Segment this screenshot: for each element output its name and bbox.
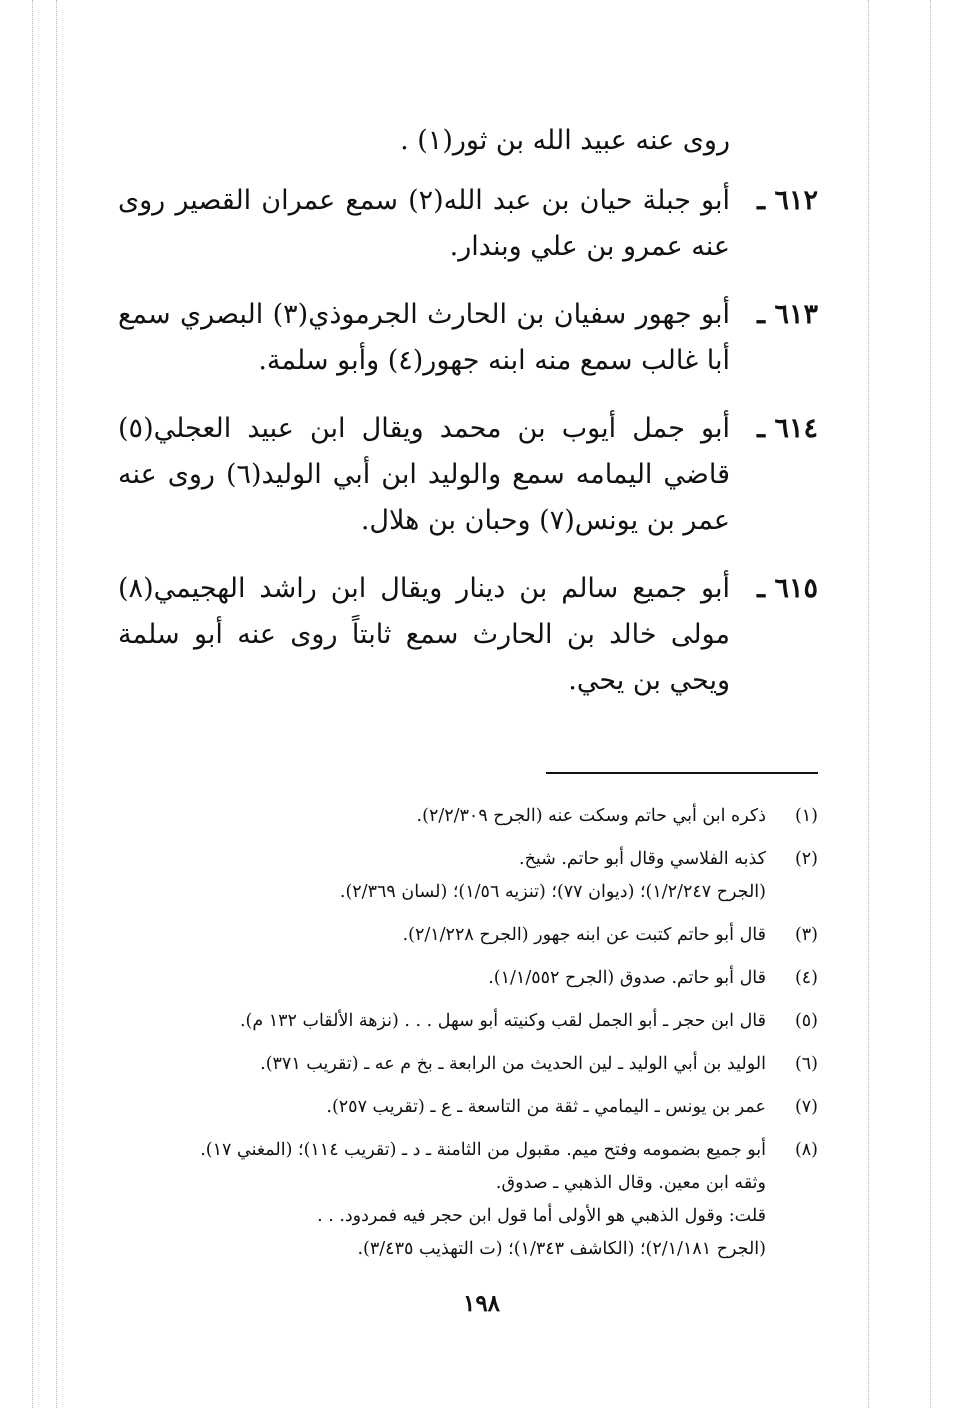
footnote-line: قال أبو حاتم كتبت عن ابنه جهور (الجرح ٢/١/٢٢٨). [402, 925, 766, 945]
biography-entry [118, 406, 818, 544]
footnote-number: (٤) [794, 968, 818, 988]
page-number: ١٩٨ [462, 1290, 501, 1317]
footnote-line: وثقه ابن معين. وقال الذهبي ـ صدوق. [495, 1173, 766, 1193]
footnote-line: (الجرح ١/٢/٢٤٧)؛ (ديوان ٧٧)؛ (تنزيه ١/٥٦)؛ (لسان ٢/٣٦٩). [339, 882, 766, 902]
biography-entry [118, 292, 818, 384]
entry-number: ٦١٥ ـ [757, 573, 818, 604]
biography-entry [118, 178, 818, 270]
footnote-number: (٣) [794, 925, 818, 945]
footnote-number: (٥) [794, 1011, 818, 1031]
footnote-number: (١) [794, 806, 818, 826]
entry-number: ٦١٢ ـ [757, 185, 818, 216]
footnote-line: ذكره ابن أبي حاتم وسكت عنه (الجرح ٢/٢/٣٠٩). [416, 806, 766, 826]
scan-edge [56, 0, 57, 1408]
entry-text: أبو جبلة حيان بن عبد الله(٢) سمع عمران القصير روى عنه عمرو بن علي وبندار. [118, 185, 730, 262]
footnote [118, 962, 818, 995]
biography-entry [118, 566, 818, 704]
entry-text: أبو جميع سالم بن دينار ويقال ابن راشد الهجيمي(٨) مولى خالد بن الحارث سمع ثابتاً روى عنه أبو سلمة ويحي بن يحي. [118, 573, 730, 696]
footnote-line: قال أبو حاتم. صدوق (الجرح ١/١/٥٥٢). [488, 968, 766, 988]
footnote [118, 919, 818, 952]
footnote-number: (٨) [794, 1140, 818, 1160]
footnote [118, 843, 818, 909]
footnote [118, 1005, 818, 1038]
entry-number: ٦١٣ ـ [757, 299, 818, 330]
footnote [118, 1091, 818, 1124]
entry-number: ٦١٤ ـ [757, 413, 818, 444]
footnote-line: عمر بن يونس ـ اليمامي ـ ثقة من التاسعة ـ ع ـ (تقريب ٢٥٧). [326, 1097, 766, 1117]
footnote-number: (٢) [794, 849, 818, 869]
footnote-line: قلت: وقول الذهبي هو الأولى أما قول ابن حجر فيه فمردود. . . [317, 1206, 766, 1226]
scan-edge [868, 0, 869, 1408]
footnote [118, 1134, 818, 1266]
scan-edge [32, 0, 33, 1408]
page-content [118, 118, 818, 1276]
entry-text: أبو جمل أيوب بن محمد ويقال ابن عبيد العجلي(٥) قاضي اليمامه سمع والوليد ابن أبي الوليد(٦) روى عنه عمر بن يونس(٧) وحبان بن هلال. [118, 413, 730, 536]
footnote [118, 1048, 818, 1081]
footnote-line: الوليد بن أبي الوليد ـ لين الحديث من الرابعة ـ بخ م عه ـ (تقريب ٣٧١). [260, 1054, 766, 1074]
scan-edge [930, 0, 931, 1408]
footnote-line: (الجرح ٢/١/١٨١)؛ (الكاشف ١/٣٤٣)؛ (ت التهذيب ٣/٤٣٥). [357, 1239, 766, 1259]
footnotes [118, 800, 818, 1266]
footnote-number: (٦) [794, 1054, 818, 1074]
continuation-line: روى عنه عبيد الله بن ثور(١) . [400, 125, 730, 156]
entry-text: أبو جهور سفيان بن الحارث الجرموذي(٣) البصري سمع أبا غالب سمع منه ابنه جهور(٤) وأبو سلمة. [118, 299, 730, 376]
footnote [118, 800, 818, 833]
footnote-line: قال ابن حجر ـ أبو الجمل لقب وكنيته أبو سهل . . . (نزهة الألقاب ١٣٢ م). [239, 1011, 766, 1031]
footnote-number: (٧) [794, 1097, 818, 1117]
footnote-line: كذبه الفلاسي وقال أبو حاتم. شيخ. [519, 849, 766, 869]
footnote-line: أبو جميع بضمومه وفتح ميم. مقبول من الثامنة ـ د ـ (تقريب ١١٤)؛ (المغني ١٧). [200, 1140, 766, 1160]
footnote-separator [546, 772, 818, 774]
